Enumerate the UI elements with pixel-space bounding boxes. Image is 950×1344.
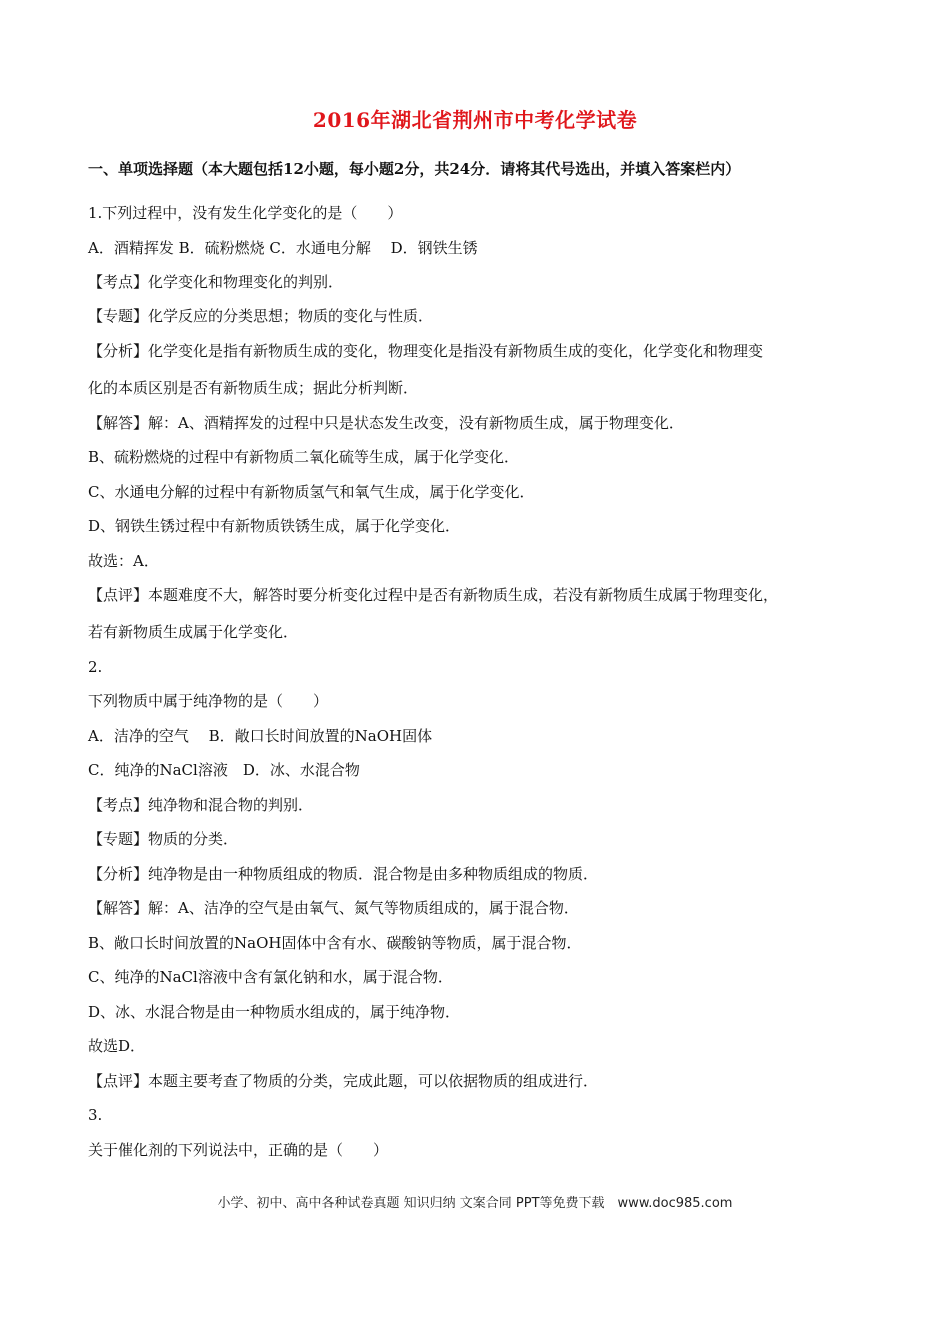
question-2-jieda-b: B、敞口长时间放置的NaOH固体中含有水、碳酸钠等物质，属于混合物． bbox=[88, 934, 582, 952]
question-1-jieda-c: C、水通电分解的过程中有新物质氢气和氧气生成，属于化学变化． bbox=[88, 483, 535, 501]
question-1-jieda-a: 【解答】解：A、酒精挥发的过程中只是状态发生改变，没有新物质生成，属于物理变化． bbox=[88, 414, 684, 432]
section-heading: 一、单项选择题（本大题包括12小题，每小题2分，共24分．请将其代号选出，并填入答案栏内） bbox=[88, 160, 741, 178]
question-3-stem: 关于催化剂的下列说法中，正确的是（ ） bbox=[88, 1141, 389, 1159]
question-1-kaodian: 【考点】化学变化和物理变化的判别． bbox=[88, 273, 344, 291]
question-2-options-cd: C．纯净的NaCl溶液 D．冰、水混合物 bbox=[88, 761, 360, 779]
question-1-jieda-d: D、钢铁生锈过程中有新物质铁锈生成，属于化学变化． bbox=[88, 517, 461, 535]
page-title: 2016年湖北省荆州市中考化学试卷 bbox=[312, 108, 638, 132]
question-1-dianping-line-2: 若有新物质生成属于化学变化． bbox=[88, 623, 299, 641]
question-2-jieda-d: D、冰、水混合物是由一种物质水组成的，属于纯净物． bbox=[88, 1003, 461, 1021]
question-2-jieda-c: C、纯净的NaCl溶液中含有氯化钠和水，属于混合物． bbox=[88, 968, 453, 986]
question-1-zhuanti: 【专题】化学反应的分类思想；物质的变化与性质． bbox=[88, 307, 434, 325]
question-2-dianping: 【点评】本题主要考查了物质的分类，完成此题，可以依据物质的组成进行． bbox=[88, 1072, 599, 1090]
question-1-options: A．酒精挥发 B．硫粉燃烧 C．水通电分解 D．钢铁生锈 bbox=[88, 239, 478, 257]
question-2-options-ab: A．洁净的空气 B．敞口长时间放置的NaOH固体 bbox=[88, 727, 433, 745]
question-1-jieda-b: B、硫粉燃烧的过程中有新物质二氧化硫等生成，属于化学变化． bbox=[88, 448, 520, 466]
question-1-answer: 故选：A． bbox=[88, 552, 159, 570]
question-1-fenxi-line-2: 化的本质区别是否有新物质生成；据此分析判断． bbox=[88, 379, 419, 397]
question-2-kaodian: 【考点】纯净物和混合物的判别． bbox=[88, 796, 314, 814]
question-2-fenxi: 【分析】纯净物是由一种物质组成的物质．混合物是由多种物质组成的物质． bbox=[88, 865, 599, 883]
question-2-number: 2. bbox=[88, 658, 103, 676]
question-1-fenxi-line-1: 【分析】化学变化是指有新物质生成的变化，物理变化是指没有新物质生成的变化，化学变化和物理变 bbox=[88, 342, 764, 360]
question-2-stem: 下列物质中属于纯净物的是（ ） bbox=[88, 692, 329, 710]
question-1-stem: 1.下列过程中，没有发生化学变化的是（ ） bbox=[88, 204, 403, 222]
question-2-zhuanti: 【专题】物质的分类． bbox=[88, 830, 239, 848]
question-1-dianping-line-1: 【点评】本题难度不大，解答时要分析变化过程中是否有新物质生成，若没有新物质生成属于物理变化， bbox=[88, 586, 779, 604]
question-2-answer: 故选D． bbox=[88, 1037, 146, 1055]
question-3-number: 3. bbox=[88, 1106, 103, 1124]
page-footer: 小学、初中、高中各种试卷真题 知识归纳 文案合同 PPT等免费下载 www.doc985.com bbox=[217, 1196, 733, 1211]
question-2-jieda-a: 【解答】解：A、洁净的空气是由氧气、氮气等物质组成的，属于混合物． bbox=[88, 899, 579, 917]
